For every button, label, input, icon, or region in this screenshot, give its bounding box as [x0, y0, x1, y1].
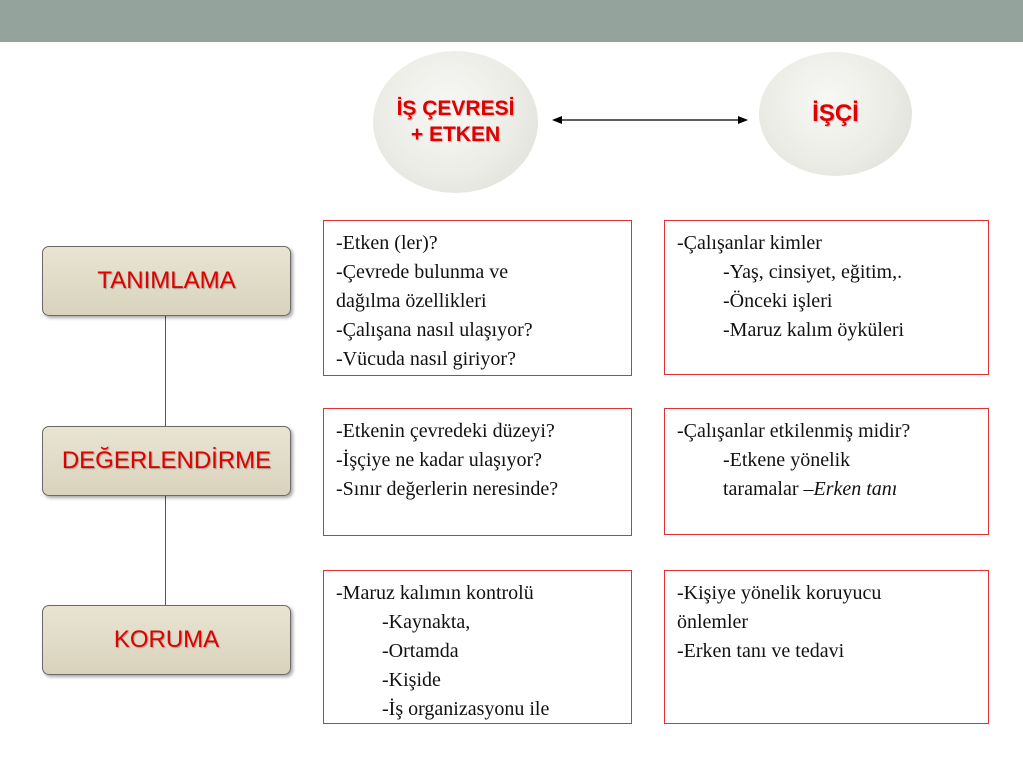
box-line: -Kişiye yönelik koruyucu [677, 582, 882, 604]
arrow-head-left [552, 116, 562, 124]
box-definition-environment [323, 220, 632, 376]
screening-text: taramalar – [723, 478, 814, 500]
box-line: önlemler [677, 611, 749, 633]
box-line: -Erken tanı ve tedavi [677, 640, 845, 662]
agent-title: + ETKEN [410, 123, 501, 146]
box-line: -Maruz kalımın kontrolü [336, 582, 534, 604]
work-environment-title: İŞ ÇEVRESİ [396, 97, 515, 120]
box-line: dağılma özellikleri [336, 290, 487, 312]
work-environment-circle [373, 51, 538, 193]
box-line: -Vücuda nasıl giriyor? [336, 348, 516, 370]
box-line: -Kaynakta, [382, 611, 471, 633]
box-line: -Maruz kalım öyküleri [723, 319, 905, 341]
box-protection-environment [323, 570, 632, 724]
header-bar [0, 0, 1023, 42]
worker-title: İŞÇİ [812, 100, 859, 127]
box-line: -İşçiye ne kadar ulaşıyor? [336, 449, 543, 471]
box-definition-worker [664, 220, 989, 375]
arrow-head-right [738, 116, 748, 124]
worker-circle [759, 52, 912, 176]
box-line: -Kişide [382, 669, 441, 691]
box-line [677, 475, 980, 504]
double-arrow-icon [550, 110, 750, 130]
box-line: -İş organizasyonu ile [382, 698, 550, 720]
box-line: -Etkene yönelik [723, 449, 851, 471]
box-line: -Çevrede bulunma ve [336, 261, 509, 283]
box-evaluation-environment [323, 408, 632, 536]
box-line: -Etken (ler)? [336, 232, 438, 254]
box-protection-worker [664, 570, 989, 724]
box-line: -Çalışanlar kimler [677, 232, 822, 254]
box-line: -Önceki işleri [723, 290, 833, 312]
stage-protection: KORUMA [42, 605, 291, 675]
box-evaluation-worker [664, 408, 989, 535]
box-line: -Etkenin çevredeki düzeyi? [336, 420, 555, 442]
box-line: -Çalışanlar etkilenmiş midir? [677, 420, 911, 442]
box-line: -Yaş, cinsiyet, eğitim,. [723, 261, 903, 283]
stage-evaluation: DEĞERLENDİRME [42, 426, 291, 496]
box-line: -Sınır değerlerin neresinde? [336, 478, 559, 500]
early-diagnosis-text: Erken tanı [813, 478, 898, 500]
stage-definition: TANIMLAMA [42, 246, 291, 316]
box-line: -Çalışana nasıl ulaşıyor? [336, 319, 533, 341]
box-line: -Ortamda [382, 640, 459, 662]
